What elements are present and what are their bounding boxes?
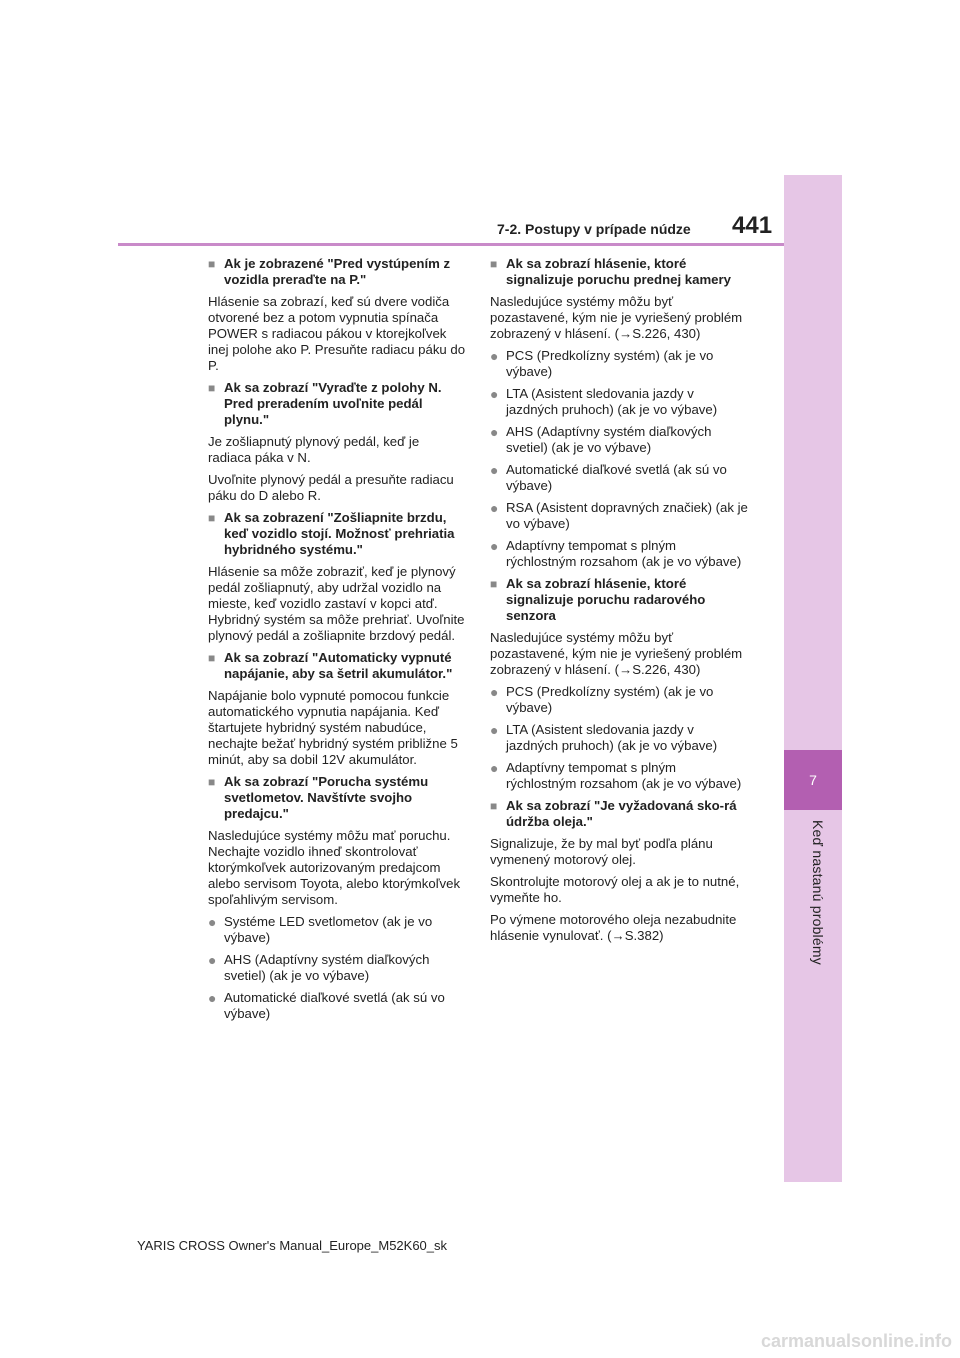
round-bullet-icon: ● xyxy=(490,386,499,402)
paragraph: Nasledujúce systémy môžu byť pozastavené, kým nie je vyriešený problém zobrazený v hlásení. (→S.226, 430) xyxy=(490,630,743,677)
chapter-number: 7 xyxy=(784,750,842,810)
footer-text: YARIS CROSS Owner's Manual_Europe_M52K60_sk xyxy=(136,1238,448,1253)
bullet-item xyxy=(490,500,748,532)
bullet-item xyxy=(490,386,748,418)
square-bullet-icon: ■ xyxy=(208,381,216,395)
subheading xyxy=(490,576,748,624)
bullet-item xyxy=(490,760,748,792)
subheading xyxy=(208,380,466,428)
subheading-text: Ak sa zobrazí "Porucha systému svetlometov. Navštívte svojho predajcu." xyxy=(224,774,429,821)
square-bullet-icon: ■ xyxy=(490,257,498,271)
subheading-text: Ak sa zobrazí "Automaticky vypnuté napájanie, aby sa šetril akumulátor." xyxy=(224,650,453,681)
paragraph: Po výmene motorového oleja nezabudnite hlásenie vynulovať. (→S.382) xyxy=(490,912,737,943)
bullet-text: Systéme LED svetlometov (ak je vo výbave) xyxy=(224,914,433,945)
subheading xyxy=(208,774,466,822)
bullet-text: PCS (Predkolízny systém) (ak je vo výbave) xyxy=(506,684,714,715)
bullet-text: RSA (Asistent dopravných značiek) (ak je vo výbave) xyxy=(506,500,748,531)
round-bullet-icon: ● xyxy=(490,722,499,738)
subheading-text: Ak sa zobrazí "Vyraďte z polohy N. Pred preradením uvoľnite pedál plynu." xyxy=(224,380,442,427)
bullet-text: Adaptívny tempomat s plným rýchlostným rozsahom (ak je vo výbave) xyxy=(506,538,742,569)
round-bullet-icon: ● xyxy=(490,538,499,554)
round-bullet-icon: ● xyxy=(208,952,217,968)
paragraph: Signalizuje, že by mal byť podľa plánu vymenený motorový olej. xyxy=(490,836,713,867)
round-bullet-icon: ● xyxy=(490,462,499,478)
chapter-side-tab xyxy=(784,175,842,1182)
chapter-label: Keď nastanú problémy xyxy=(810,820,826,965)
paragraph: Napájanie bolo vypnuté pomocou funkcie automatického vypnutia napájania. Keď štartujete hybridný systém nabudúce, nechajte bežať hybridný systém približne 5 minút, aby sa dobil 12V akumulátor. xyxy=(208,688,458,767)
round-bullet-icon: ● xyxy=(490,500,499,516)
bullet-text: Automatické diaľkové svetlá (ak sú vo výbave) xyxy=(506,462,727,493)
square-bullet-icon: ■ xyxy=(208,651,216,665)
bullet-text: LTA (Asistent sledovania jazdy v jazdných pruhoch) (ak je vo výbave) xyxy=(506,722,718,753)
round-bullet-icon: ● xyxy=(490,424,499,440)
paragraph: Je zošliapnutý plynový pedál, keď je radiaca páka v N. xyxy=(208,434,420,465)
bullet-item xyxy=(490,348,748,380)
left-column xyxy=(208,256,466,1028)
square-bullet-icon: ■ xyxy=(490,577,498,591)
subheading xyxy=(208,256,466,288)
bullet-text: PCS (Predkolízny systém) (ak je vo výbave) xyxy=(506,348,714,379)
subheading-text: Ak sa zobrazí hlásenie, ktoré signalizuje poruchu prednej kamery xyxy=(506,256,731,287)
round-bullet-icon: ● xyxy=(490,348,499,364)
round-bullet-icon: ● xyxy=(490,760,499,776)
bullet-item xyxy=(208,914,466,946)
bullet-item xyxy=(490,538,748,570)
section-title: 7-2. Postupy v prípade núdze xyxy=(497,221,691,237)
bullet-text: LTA (Asistent sledovania jazdy v jazdných pruhoch) (ak je vo výbave) xyxy=(506,386,718,417)
subheading-text: Ak sa zobrazí "Je vyžadovaná sko-rá údržba oleja." xyxy=(506,798,737,829)
round-bullet-icon: ● xyxy=(208,914,217,930)
round-bullet-icon: ● xyxy=(490,684,499,700)
watermark: carmanualsonline.info xyxy=(760,1331,952,1351)
right-column xyxy=(490,256,748,950)
bullet-item xyxy=(490,684,748,716)
subheading xyxy=(490,798,748,830)
paragraph: Uvoľnite plynový pedál a presuňte radiacu páku do D alebo R. xyxy=(208,472,454,503)
bullet-item xyxy=(490,722,748,754)
bullet-text: Adaptívny tempomat s plným rýchlostným rozsahom (ak je vo výbave) xyxy=(506,760,742,791)
subheading-text: Ak sa zobrazení "Zošliapnite brzdu, keď vozidlo stojí. Možnosť prehriatia hybridného systému." xyxy=(224,510,455,557)
paragraph: Hlásenie sa môže zobraziť, keď je plynový pedál zošliapnutý, aby udržal vozidlo na mieste, keď vozidlo zastaví v kopci atď. Hybridný systém sa môže prehriať. Uvoľnite plynový pedál a zošliapnite brzdový pedál. xyxy=(208,564,465,643)
paragraph: Hlásenie sa zobrazí, keď sú dvere vodiča otvorené bez a potom vypnutia spínača POWER s radiacou pákou v ktorejkoľvek inej polohe ako P. Presuňte radiacu páku do P. xyxy=(208,294,466,373)
round-bullet-icon: ● xyxy=(208,990,217,1006)
paragraph: Nasledujúce systémy môžu byť pozastavené, kým nie je vyriešený problém zobrazený v hlásení. (→S.226, 430) xyxy=(490,294,743,341)
subheading-text: Ak sa zobrazí hlásenie, ktoré signalizuje poruchu radarového senzora xyxy=(506,576,706,623)
bullet-item xyxy=(208,990,466,1022)
paragraph: Nasledujúce systémy môžu mať poruchu. Nechajte vozidlo ihneď skontrolovať ktorýmkoľvek autorizovaným predajcom alebo servisom Toyota, alebo ktorýmkoľvek spoľahlivým servisom. xyxy=(208,828,461,907)
bullet-item xyxy=(490,424,748,456)
square-bullet-icon: ■ xyxy=(208,775,216,789)
page-number: 441 xyxy=(732,212,773,239)
footer xyxy=(0,1238,960,1253)
paragraph: Skontrolujte motorový olej a ak je to nutné, vymeňte ho. xyxy=(490,874,740,905)
bullet-text: Automatické diaľkové svetlá (ak sú vo výbave) xyxy=(224,990,445,1021)
square-bullet-icon: ■ xyxy=(490,799,498,813)
subheading xyxy=(208,650,466,682)
bullet-item xyxy=(208,952,466,984)
square-bullet-icon: ■ xyxy=(208,511,216,525)
subheading xyxy=(208,510,466,558)
header-rule xyxy=(118,243,784,246)
subheading-text: Ak je zobrazené "Pred vystúpením z vozidla preraďte na P." xyxy=(224,256,451,287)
bullet-item xyxy=(490,462,748,494)
bullet-text: AHS (Adaptívny systém diaľkových svetiel) (ak je vo výbave) xyxy=(224,952,430,983)
square-bullet-icon: ■ xyxy=(208,257,216,271)
bullet-text: AHS (Adaptívny systém diaľkových svetiel) (ak je vo výbave) xyxy=(506,424,712,455)
subheading xyxy=(490,256,748,288)
